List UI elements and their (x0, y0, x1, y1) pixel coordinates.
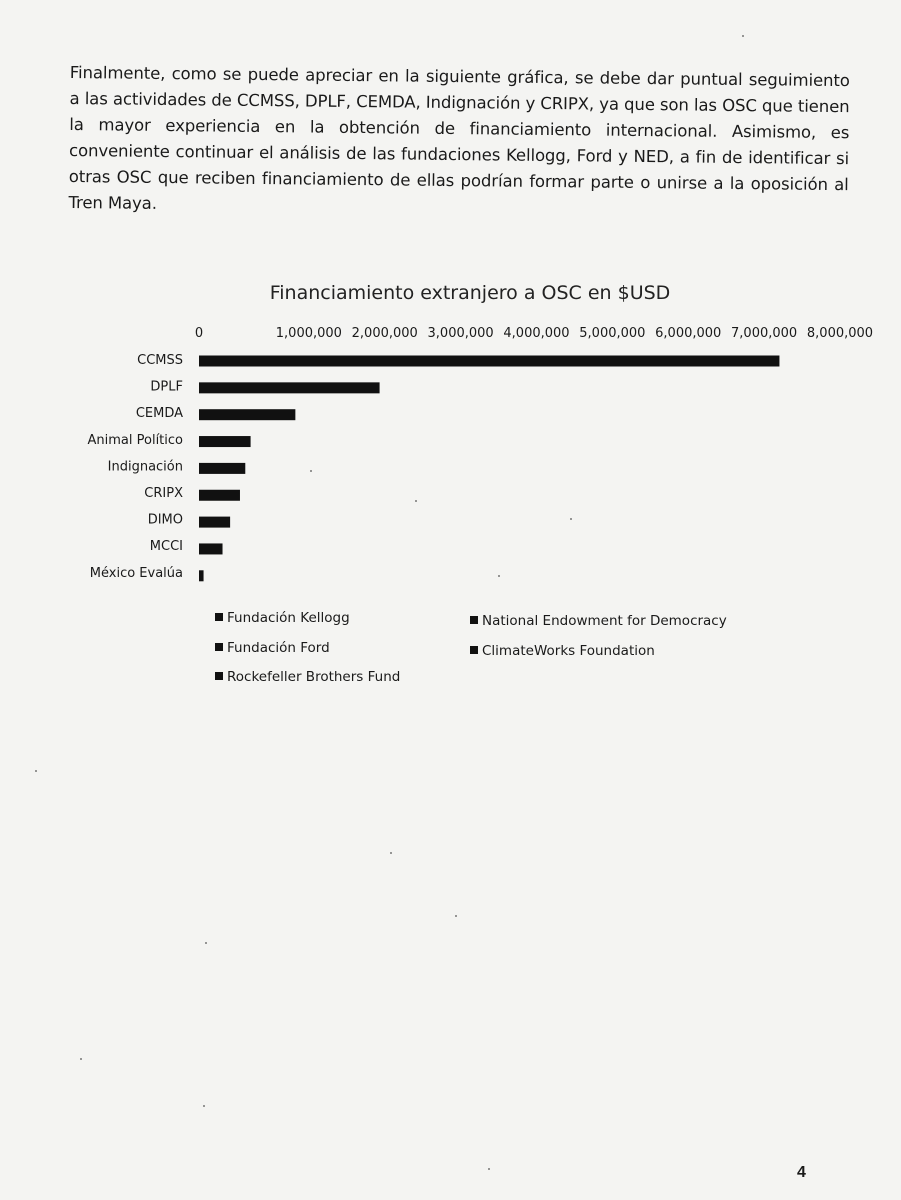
x-tick-label: 5,000,000 (579, 326, 646, 341)
bar (199, 543, 223, 554)
legend-item-climateworks (470, 643, 655, 659)
bar (199, 409, 295, 420)
legend-swatch (215, 643, 223, 651)
category-label: CEMDA (135, 406, 183, 422)
bar (199, 517, 230, 528)
x-tick-label: 4,000,000 (503, 326, 570, 341)
scan-speck (415, 500, 417, 502)
legend-swatch (470, 646, 478, 654)
legend-swatch (215, 672, 223, 680)
legend-item-kellogg (215, 610, 350, 626)
chart-title: Financiamiento extranjero a OSC en $USD (269, 282, 671, 304)
category-label: Indignación (107, 459, 183, 475)
x-tick-label: 3,000,000 (427, 326, 494, 341)
scan-speck (455, 915, 457, 917)
legend-label: National Endowment for Democracy (482, 613, 727, 629)
legend-label: Fundación Ford (227, 640, 330, 656)
bar (199, 570, 204, 581)
legend-item-rockefeller (215, 669, 400, 685)
legend-item-ford (215, 640, 330, 656)
bar (199, 382, 380, 393)
scan-speck (742, 35, 744, 37)
x-tick-label: 2,000,000 (351, 326, 418, 341)
x-tick-label: 0 (194, 326, 204, 341)
bar (199, 356, 779, 367)
body-paragraph: Finalmente, como se puede apreciar en la siguiente gráfica, se debe dar puntual seguimiento a las actividades de CCMSS, DPLF, CEMDA, Indignación y CRIPX, ya que son las OSC que tienen la mayor experiencia en la obtención de financiamiento internacional. Asimismo, es conveniente continuar el análisis de las fundaciones Kellogg, Ford y NED, a fin de identificar si otras OSC que reciben financiamiento de ellas podrían formar parte o unirse a la oposición al Tren Maya. (68, 62, 850, 213)
page-number: 4 (797, 1164, 806, 1181)
category-label: Animal Político (87, 432, 183, 448)
category-label: CCMSS (137, 353, 183, 368)
legend-label: Rockefeller Brothers Fund (227, 669, 401, 685)
category-label: CRIPX (144, 486, 183, 501)
legend-swatch (215, 613, 223, 621)
category-label: DIMO (147, 512, 183, 528)
scan-speck (203, 1105, 205, 1107)
bar (199, 463, 245, 474)
x-tick-label: 7,000,000 (731, 326, 798, 341)
legend-label: ClimateWorks Foundation (482, 643, 655, 659)
scan-speck (488, 1168, 490, 1170)
bar (199, 490, 240, 501)
category-label: DPLF (150, 379, 183, 395)
scan-speck (310, 470, 312, 472)
category-label: México Evalúa (89, 565, 183, 581)
scan-speck (570, 518, 572, 520)
x-tick-label: 1,000,000 (275, 326, 342, 341)
scan-speck (205, 942, 207, 944)
legend-label: Fundación Kellogg (227, 610, 350, 626)
category-label: MCCI (149, 539, 183, 555)
scan-speck (80, 1058, 82, 1060)
legend-swatch (470, 616, 478, 624)
legend-item-ned (470, 613, 727, 629)
x-tick-label: 6,000,000 (655, 326, 722, 341)
scan-speck (390, 852, 392, 854)
bar (199, 436, 251, 447)
x-tick-label: 8,000,000 (806, 326, 874, 341)
scan-speck (35, 770, 37, 772)
scan-speck (498, 575, 500, 577)
